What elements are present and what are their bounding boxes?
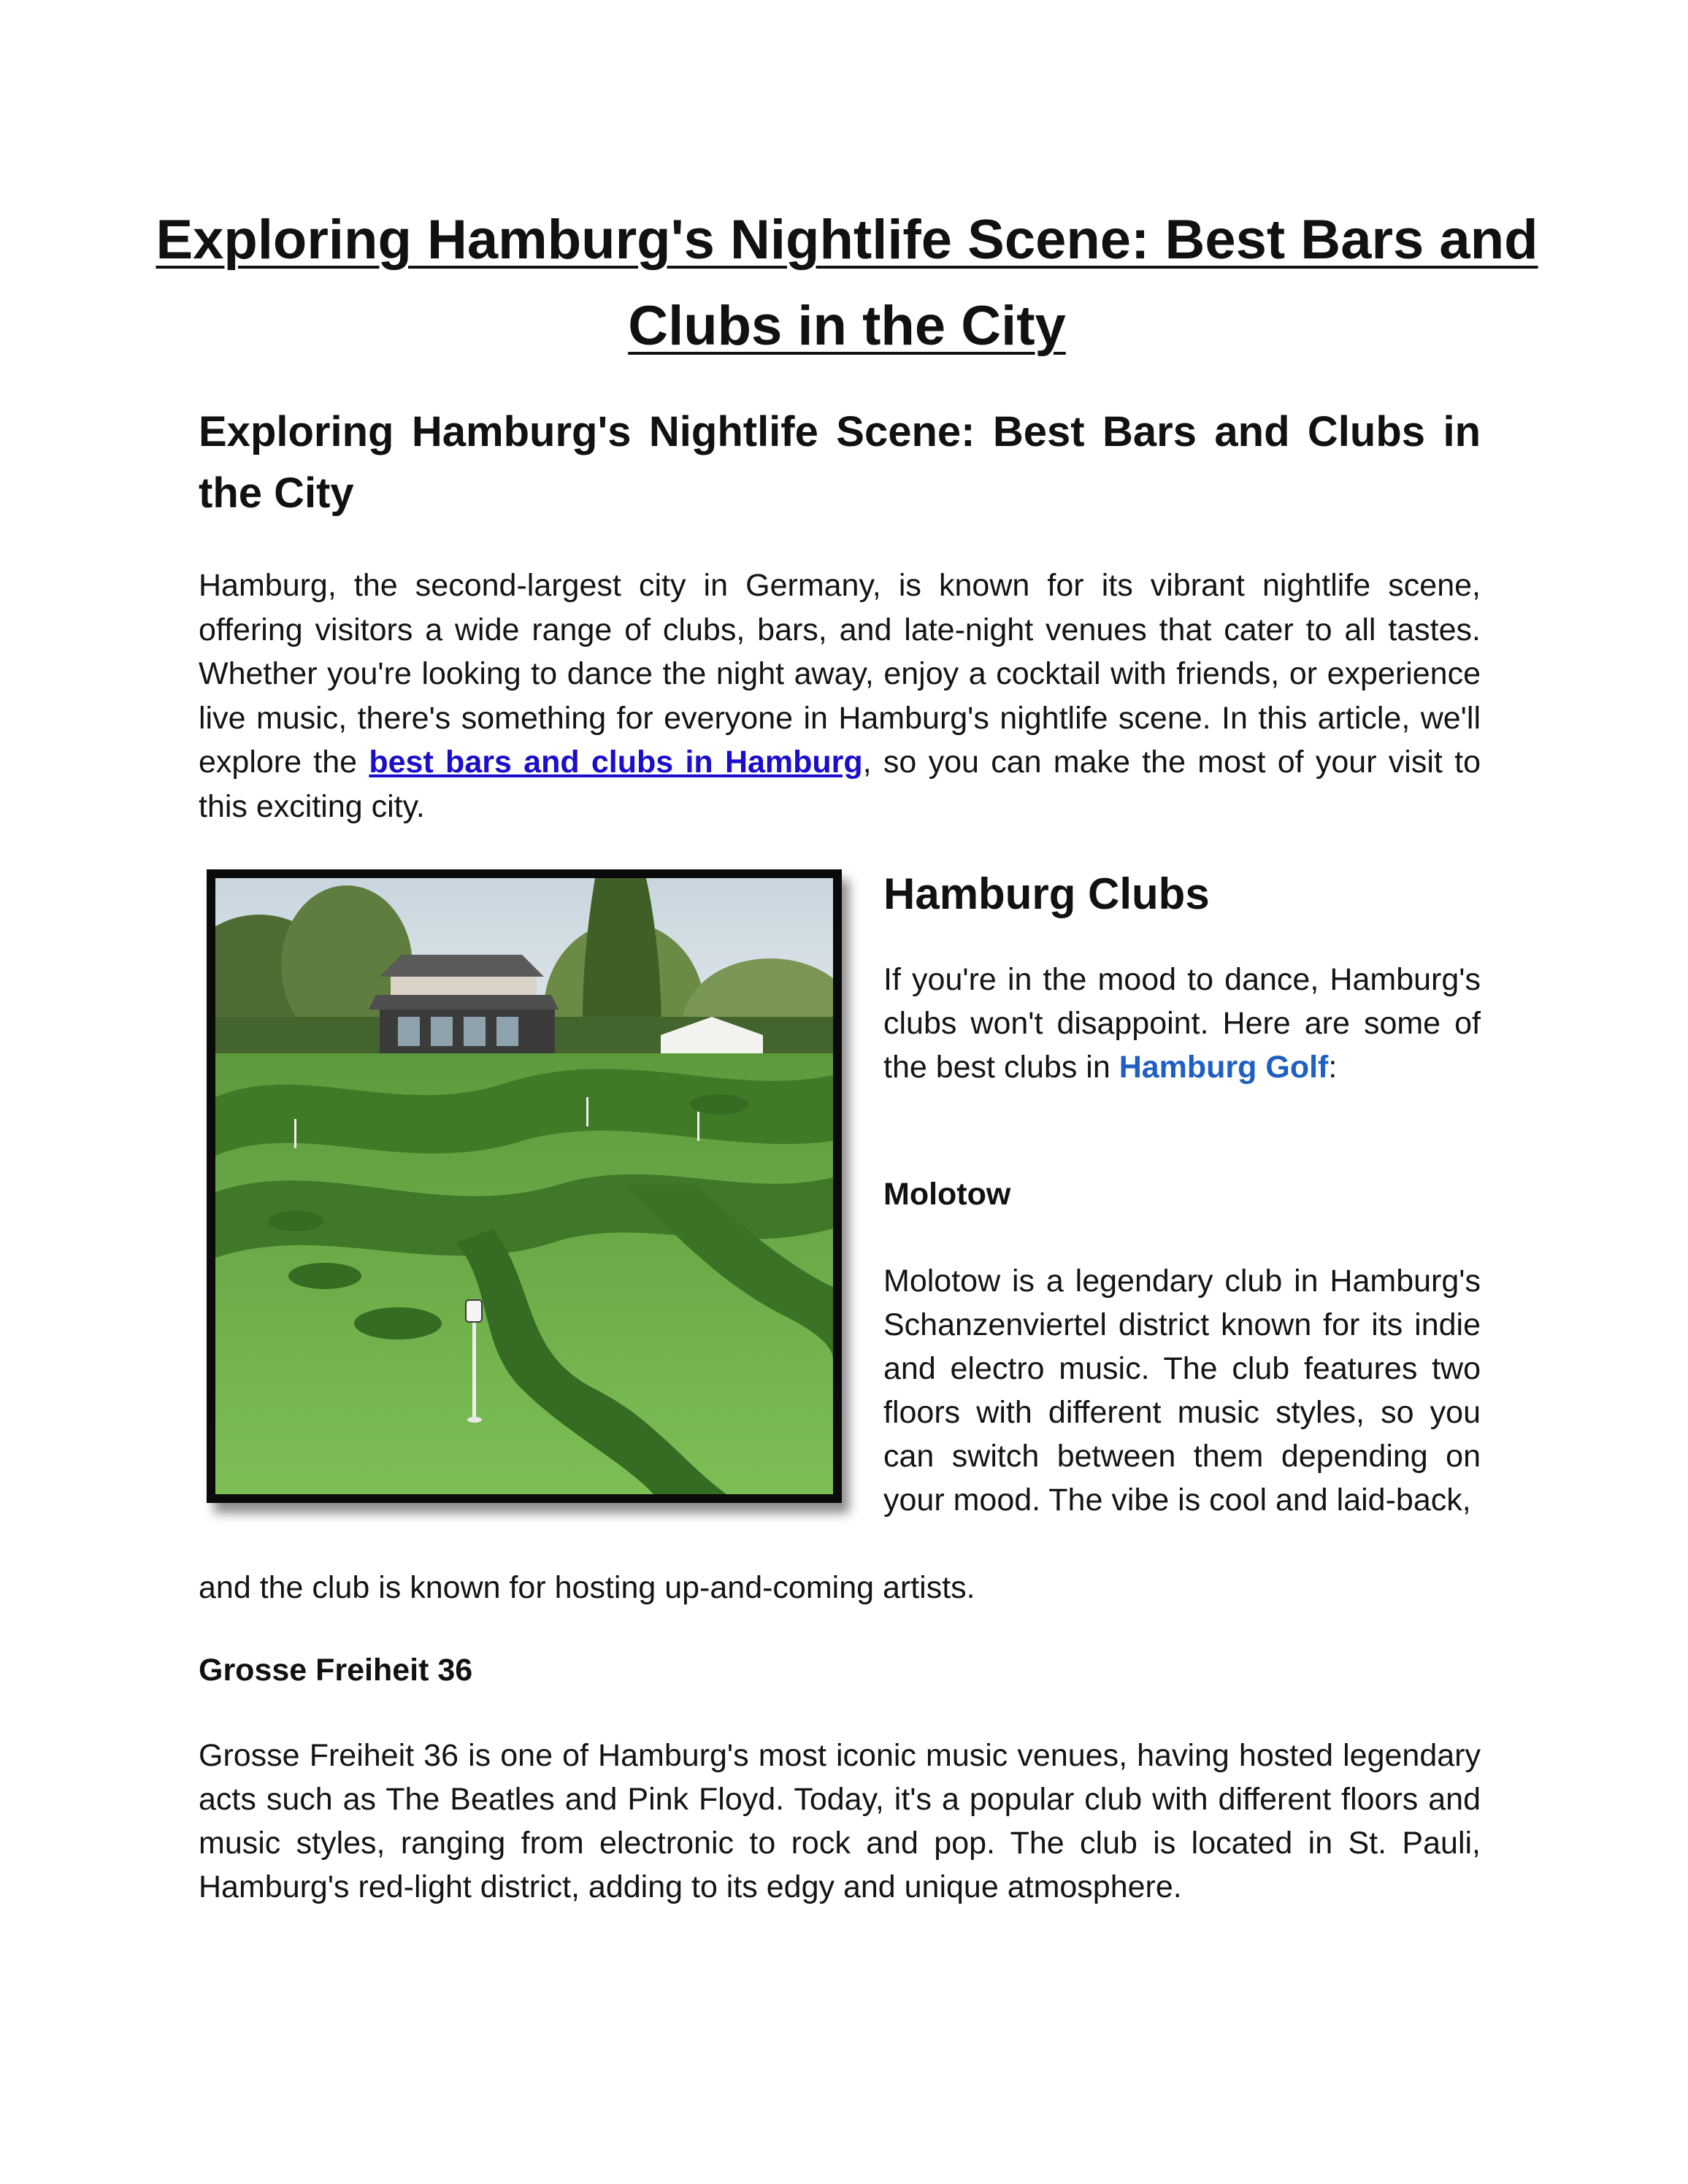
molotow-paragraph-continued: and the club is known for hosting up-and-coming artists.: [199, 1570, 975, 1605]
molotow-heading: Molotow: [883, 1177, 1011, 1212]
clubs-intro-colon: :: [1328, 1050, 1338, 1085]
grosse-freiheit-heading: Grosse Freiheit 36: [199, 1653, 473, 1688]
hamburg-golf-link[interactable]: Hamburg Golf: [1119, 1050, 1329, 1085]
best-bars-link[interactable]: best bars and clubs in Hamburg: [369, 745, 863, 780]
grosse-freiheit-paragraph: Grosse Freiheit 36 is one of Hamburg's most iconic music venues, having hosted legendary acts such as The Beatles and Pink Floyd. Today, it's a popular club with different floors and music styles, ranging from electronic to rock and pop. The club is located in St. Pauli, Hamburg's red-light district, adding to its edgy and unique atmosphere.: [199, 1738, 1481, 1904]
intro-text-end: , so you can make the most of your visit to this exciting city.: [199, 745, 1481, 824]
molotow-paragraph: Molotow is a legendary club in Hamburg's Schanzenviertel district known for its indie and electro music. The club features two floors with different music styles, so you can switch between them depending on your mood. The vibe is cool and laid-back,: [883, 1264, 1481, 1518]
page-title: Exploring Hamburg's Nightlife Scene: Best Bars and Clubs in the City: [156, 209, 1538, 357]
article-heading: Exploring Hamburg's Nightlife Scene: Best Bars and Clubs in the City: [199, 408, 1481, 517]
intro-text-start: Hamburg, the second-largest city in Germany, is known for its vibrant nightlife scene, offering visitors a wide range of clubs, bars, and late-night venues that cater to all tastes. Whether you're looking to dance the night away, enjoy a cocktail with friends, or experience live music, there's something for everyone in Hamburg's nightlife scene. In this article, we'll explore the: [199, 568, 1481, 780]
intro-paragraph: [199, 564, 1481, 828]
hamburg-clubs-heading: Hamburg Clubs: [883, 869, 1210, 918]
mini-golf-image: [215, 878, 833, 1494]
mini-golf-photo: [207, 869, 842, 1503]
clubs-intro-paragraph: [883, 958, 1481, 1089]
clubs-intro-text: If you're in the mood to dance, Hamburg's clubs won't disappoint. Here are some of the best clubs in: [883, 962, 1481, 1085]
